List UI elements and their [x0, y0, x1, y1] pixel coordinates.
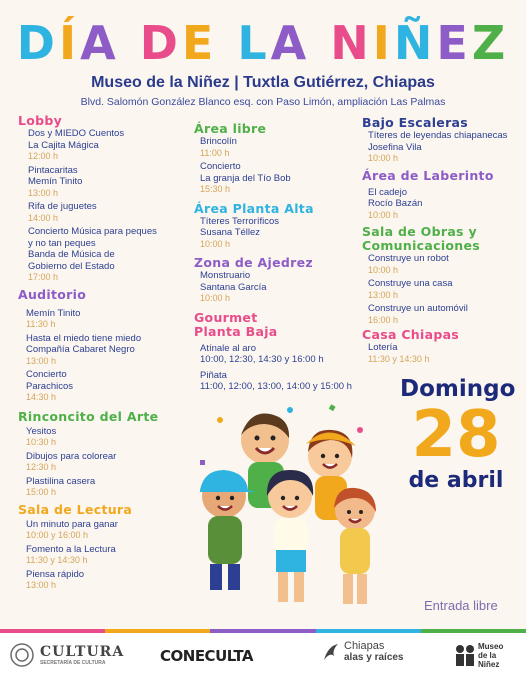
- title-letter: [217, 18, 237, 68]
- event-name: Construye una casa: [368, 278, 453, 289]
- event-time: 11:00 h: [200, 147, 230, 158]
- event-name: Construye un automóvil: [368, 303, 468, 314]
- list-item: [26, 544, 198, 567]
- event-name: Atínale al aro: [200, 342, 256, 354]
- casa-list: [362, 342, 522, 365]
- gourmet-list: [194, 343, 364, 393]
- event-performer: Josefina Vila: [368, 141, 422, 153]
- section-title-escaleras: Bajo Escaleras: [362, 115, 469, 130]
- event-name: Yesitos: [26, 425, 57, 437]
- list-item: [368, 130, 522, 165]
- list-item: [200, 136, 364, 159]
- event-name: Concierto: [200, 161, 241, 172]
- event-time: 10:00 h: [200, 293, 231, 303]
- event-name: Hasta el miedo tiene miedo: [26, 332, 142, 344]
- list-item: [28, 128, 198, 163]
- children-illustration: [190, 400, 400, 620]
- event-name: Dibujos para colorear: [26, 450, 117, 462]
- event-time: 15:30 h: [200, 184, 231, 194]
- title-letter: I: [372, 16, 394, 70]
- title-letter: [310, 18, 330, 68]
- section-title-comunicaciones: Comunicaciones: [362, 238, 481, 253]
- bird-icon: [322, 642, 340, 662]
- address-line: Blvd. Salomón González Blanco esq. con Paso Limón, ampliación Las Palmas: [80, 96, 446, 108]
- list-item: [200, 216, 364, 251]
- list-item: [26, 333, 198, 368]
- event-time: 10:00 h: [368, 153, 399, 163]
- list-item: [26, 369, 198, 404]
- coneculta-logo: CONECULTA: [160, 647, 253, 665]
- list-item: [368, 253, 522, 276]
- event-time: 11:30 y 14:30 h: [26, 555, 88, 565]
- planta-alta-list: [194, 216, 364, 251]
- chiapas-text: Chiapas: [344, 640, 385, 652]
- kids-logo-icon: [454, 641, 476, 669]
- event-name: Títeres de leyendas chiapanecas: [368, 130, 508, 141]
- list-item: [368, 187, 522, 222]
- title-letter: E: [436, 16, 472, 70]
- lectura-list: [18, 519, 198, 592]
- event-performer: Compañía Cabaret Negro: [26, 344, 135, 355]
- footer: [0, 633, 526, 677]
- obras-list: [362, 253, 522, 326]
- title-letter: N: [330, 16, 373, 70]
- title-letter: E: [181, 16, 218, 70]
- title-letter: Ñ: [393, 16, 437, 70]
- section-title-obras: Sala de Obras y: [362, 224, 477, 239]
- event-name: Dos y MIEDO Cuentos: [28, 128, 125, 139]
- list-item: [28, 165, 198, 200]
- event-performer-cont: Gobierno del Estado: [28, 260, 115, 272]
- event-name: Monstruario: [200, 270, 251, 281]
- title-letter: A: [80, 16, 120, 70]
- event-times: 10:00, 12:30, 14:30 y 16:00 h: [200, 354, 324, 365]
- title-letter: D: [139, 16, 182, 70]
- date-block: [400, 376, 516, 493]
- event-title: [0, 18, 526, 68]
- title-letter: Í: [58, 16, 81, 70]
- museo-logo: [454, 639, 516, 671]
- event-name: Plastilina casera: [26, 475, 96, 487]
- event-name-cont: y no tan peques: [28, 237, 96, 249]
- free-entry-label: Entrada libre: [424, 598, 498, 613]
- list-item: [26, 519, 198, 542]
- event-time: 17:00 h: [28, 272, 59, 282]
- list-item: [200, 161, 364, 196]
- section-title-gourmet: Gourmet: [194, 309, 258, 325]
- section-title-planta-alta: Área Planta Alta: [194, 200, 314, 216]
- month: de abril: [408, 468, 504, 493]
- title-letter: Z: [471, 16, 510, 70]
- event-time: 10:00 y 16:00 h: [26, 530, 89, 540]
- event-time: 11:30 h: [26, 319, 56, 329]
- cultura-subtext: SECRETARÍA DE CULTURA: [40, 660, 106, 666]
- auditorio-list: [18, 308, 198, 404]
- column-middle: [194, 122, 364, 395]
- list-item: [368, 303, 522, 326]
- event-name: Concierto Música para peques: [28, 226, 157, 237]
- rinconcito-list: [18, 426, 198, 499]
- event-performer: Rocío Bazán: [368, 198, 423, 209]
- section-title-area-libre: Área libre: [194, 121, 267, 136]
- event-time: 14:00 h: [28, 212, 59, 223]
- list-item: [26, 308, 198, 331]
- list-item: [28, 226, 198, 284]
- list-item: [200, 270, 364, 305]
- event-performer: Banda de Música de: [28, 249, 115, 260]
- section-title-lectura: Sala de Lectura: [18, 501, 133, 517]
- section-title-planta-baja: Planta Baja: [194, 323, 278, 339]
- column-right: [362, 116, 522, 367]
- section-title-casa-chiapas: Casa Chiapas: [362, 327, 460, 342]
- list-item: [26, 569, 198, 592]
- cultura-text: CULTURA: [40, 644, 125, 660]
- event-time: 10:30 h: [26, 437, 57, 447]
- title-letter: L: [237, 16, 271, 70]
- event-name: Piensa rápido: [26, 568, 85, 580]
- event-time: 14:30 h: [26, 392, 57, 402]
- section-title-auditorio: Auditorio: [18, 286, 87, 302]
- chiapas-logo: [322, 641, 404, 663]
- column-left: [18, 114, 198, 594]
- chiapas-subtext: alas y raíces: [344, 652, 404, 663]
- day-name: Domingo: [400, 376, 516, 402]
- list-item: [28, 201, 198, 224]
- event-time: 13:00 h: [368, 289, 399, 300]
- section-title-lobby: Lobby: [18, 113, 63, 128]
- event-name: Construye un robot: [368, 253, 449, 264]
- list-item: [26, 426, 198, 449]
- event-time: 16:00 h: [368, 314, 399, 325]
- event-time: 11:30 y 14:30 h: [368, 353, 430, 364]
- event-performer: La Cajita Mágica: [28, 139, 99, 151]
- event-performer: La granja del Tío Bob: [200, 172, 291, 184]
- list-item: [368, 278, 522, 301]
- section-title-rinconcito: Rinconcito del Arte: [18, 408, 159, 424]
- title-letter: [120, 18, 140, 68]
- event-performer: Parachicos: [26, 380, 73, 392]
- event-name: Rifa de juguetes: [28, 201, 97, 212]
- event-name: El cadejo: [368, 186, 408, 198]
- list-item: [26, 476, 198, 499]
- event-time: 15:00 h: [26, 487, 57, 497]
- section-title-ajedrez: Zona de Ajedrez: [194, 255, 313, 270]
- event-time: 10:00 h: [368, 264, 399, 275]
- event-time: 13:00 h: [26, 355, 57, 366]
- day-number: 28: [411, 398, 501, 472]
- event-name: Piñata: [200, 369, 227, 381]
- escaleras-list: [362, 130, 522, 165]
- event-performer: Susana Téllez: [200, 227, 261, 238]
- laberinto-list: [362, 187, 522, 222]
- event-time: 10:00 h: [368, 209, 399, 220]
- list-item: [200, 370, 364, 393]
- coat-of-arms-icon: [10, 643, 34, 667]
- event-performer: Santana García: [200, 281, 267, 293]
- event-time: 12:00 h: [28, 151, 59, 161]
- event-name: Títeres Terroríficos: [200, 215, 280, 227]
- event-name: Un minuto para ganar: [26, 518, 118, 530]
- event-time: 10:00 h: [200, 238, 231, 249]
- event-name: Memín Tinito: [26, 307, 81, 319]
- event-time: 12:30 h: [26, 462, 57, 472]
- museo-text: Museo de la Niñez: [478, 641, 504, 669]
- list-item: [200, 343, 364, 366]
- libre-list: [194, 136, 364, 196]
- event-time: 13:00 h: [26, 580, 57, 590]
- event-time: 13:00 h: [28, 187, 59, 198]
- list-item: [368, 342, 522, 365]
- lobby-list: [18, 128, 198, 284]
- event-performer: Memín Tinito: [28, 176, 83, 187]
- event-name: Lotería: [368, 342, 398, 353]
- section-title-laberinto: Área de Laberinto: [362, 167, 494, 183]
- event-name: Brincolín: [200, 136, 237, 147]
- event-name: Concierto: [26, 369, 67, 380]
- event-name: Pintacaritas: [28, 164, 78, 176]
- list-item: [26, 451, 198, 474]
- cultura-logo: [10, 643, 124, 667]
- event-name: Fomento a la Lectura: [26, 543, 116, 555]
- venue-line: Museo de la Niñez | Tuxtla Gutiérrez, Chiapas: [91, 74, 435, 91]
- event-times: 11:00, 12:00, 13:00, 14:00 y 15:00 h: [200, 381, 352, 392]
- title-letter: A: [270, 16, 311, 70]
- title-letter: D: [16, 16, 59, 70]
- ajedrez-list: [194, 270, 364, 305]
